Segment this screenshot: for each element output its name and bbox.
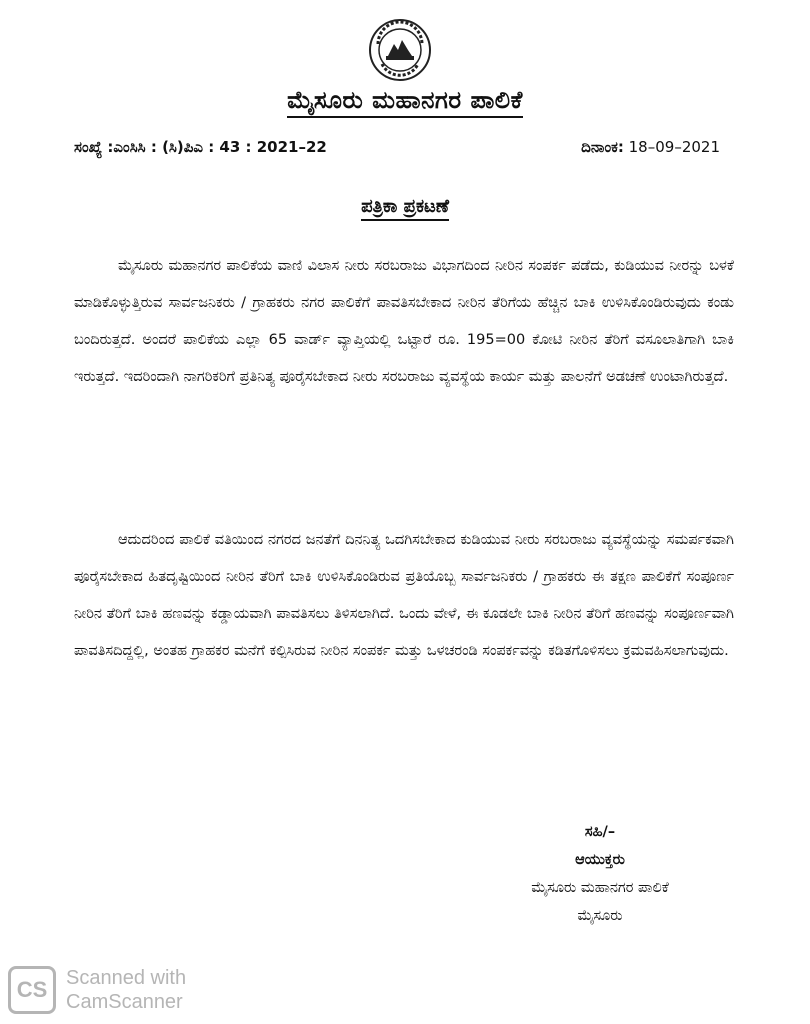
press-release-title-text: ಪತ್ರಿಕಾ ಪ್ರಕಟಣೆ xyxy=(361,196,449,221)
signature-block xyxy=(490,818,710,930)
date-label: ದಿನಾಂಕ: xyxy=(581,138,624,156)
camscanner-watermark xyxy=(8,966,186,1014)
signatory-city: ಮೈಸೂರು xyxy=(577,908,623,924)
organization-title-text: ಮೈಸೂರು ಮಹಾನಗರ ಪಾಲಿಕೆ xyxy=(287,86,523,118)
camscanner-logo-icon: CS xyxy=(8,966,56,1014)
reference-line xyxy=(74,138,720,156)
date-value: 18–09–2021 xyxy=(628,138,720,156)
signature-mark: ಸಹಿ/– xyxy=(584,824,616,840)
camscanner-line-2: CamScanner xyxy=(66,991,183,1013)
municipal-seal-icon xyxy=(368,18,432,82)
date-block xyxy=(581,138,720,156)
paragraph-2: ಆದುದರಿಂದ ಪಾಲಿಕೆ ವತಿಯಿಂದ ನಗರದ ಜನತೆಗೆ ದಿನನಿತ್ಯ ಒದಗಿಸಬೇಕಾದ ಕುಡಿಯುವ ನೀರು ಸರಬರಾಜು ವ್ಯವಸ್ಥೆಯನ್ನು ಸಮರ್ಪಕವಾಗಿ ಪೂರೈಸಬೇಕಾದ ಹಿತದೃಷ್ಟಿಯಿಂದ ನೀರಿನ ತೆರಿಗೆ ಬಾಕಿ ಉಳಿಸಿಕೊಂಡಿರುವ ಪ್ರತಿಯೊಬ್ಬ ಸಾರ್ವಜನಿಕರು / ಗ್ರಾಹಕರು ಈ ತಕ್ಷಣ ಪಾಲಿಕೆಗೆ ಸಂಪೂರ್ಣ ನೀರಿನ ತೆರಿಗೆ ಬಾಕಿ ಹಣವನ್ನು ಕಡ್ಡಾಯವಾಗಿ ಪಾವತಿಸಲು ತಿಳಿಸಲಾಗಿದೆ. ಒಂದು ವೇಳೆ, ಈ ಕೂಡಲೇ ಬಾಕಿ ನೀರಿನ ತೆರಿಗೆ ಹಣವನ್ನು ಸಂಪೂರ್ಣವಾಗಿ ಪಾವತಿಸದಿದ್ದಲ್ಲಿ, ಅಂತಹ ಗ್ರಾಹಕರ ಮನೆಗೆ ಕಲ್ಪಿಸಿರುವ ನೀರಿನ ಸಂಪರ್ಕ ಮತ್ತು ಒಳಚರಂಡಿ ಸಂಪರ್ಕವನ್ನು ಕಡಿತಗೊಳಿಸಲು ಕ್ರಮವಹಿಸಲಾಗುವುದು. xyxy=(74,532,734,659)
paragraph-1: ಮೈಸೂರು ಮಹಾನಗರ ಪಾಲಿಕೆಯ ವಾಣಿ ವಿಲಾಸ ನೀರು ಸರಬರಾಜು ವಿಭಾಗದಿಂದ ನೀರಿನ ಸಂಪರ್ಕ ಪಡೆದು, ಕುಡಿಯುವ ನೀರನ್ನು ಬಳಕೆ ಮಾಡಿಕೊಳ್ಳುತ್ತಿರುವ ಸಾರ್ವಜನಿಕರು / ಗ್ರಾಹಕರು ನಗರ ಪಾಲಿಕೆಗೆ ಪಾವತಿಸಬೇಕಾದ ನೀರಿನ ತೆರಿಗೆಯ ಹೆಚ್ಚಿನ ಬಾಕಿ ಉಳಿಸಿಕೊಂಡಿರುವುದು ಕಂಡು ಬಂದಿರುತ್ತದೆ. ಅಂದರೆ ಪಾಲಿಕೆಯ ಎಲ್ಲಾ 65 ವಾರ್ಡ್ ವ್ಯಾಪ್ತಿಯಲ್ಲಿ ಒಟ್ಟಾರೆ ರೂ. 195=00 ಕೋಟಿ ನೀರಿನ ತೆರಿಗೆ ವಸೂಲಾತಿಗಾಗಿ ಬಾಕಿ ಇರುತ್ತದೆ. ಇದರಿಂದಾಗಿ ನಾಗರಿಕರಿಗೆ ಪ್ರತಿನಿತ್ಯ ಪೂರೈಸಬೇಕಾದ ನೀರು ಸರಬರಾಜು ವ್ಯವಸ್ಥೆಯ ಕಾರ್ಯ ಮತ್ತು ಪಾಲನೆಗೆ ಅಡಚಣೆ ಉಂಟಾಗಿರುತ್ತದೆ. xyxy=(74,258,734,385)
camscanner-text xyxy=(66,966,186,1014)
signatory-designation: ಆಯುಕ್ತರು xyxy=(575,852,625,868)
camscanner-line-1: Scanned with xyxy=(66,967,187,989)
organization-title xyxy=(0,86,810,114)
press-release-title xyxy=(0,196,810,217)
reference-number: ಸಂಖ್ಯೆ :ಎಂಸಿಸಿ : (ಸಿ)ಪಿಎ : 43 : 2021–22 xyxy=(74,138,327,156)
signatory-organization: ಮೈಸೂರು ಮಹಾನಗರ ಪಾಲಿಕೆ xyxy=(531,880,669,896)
